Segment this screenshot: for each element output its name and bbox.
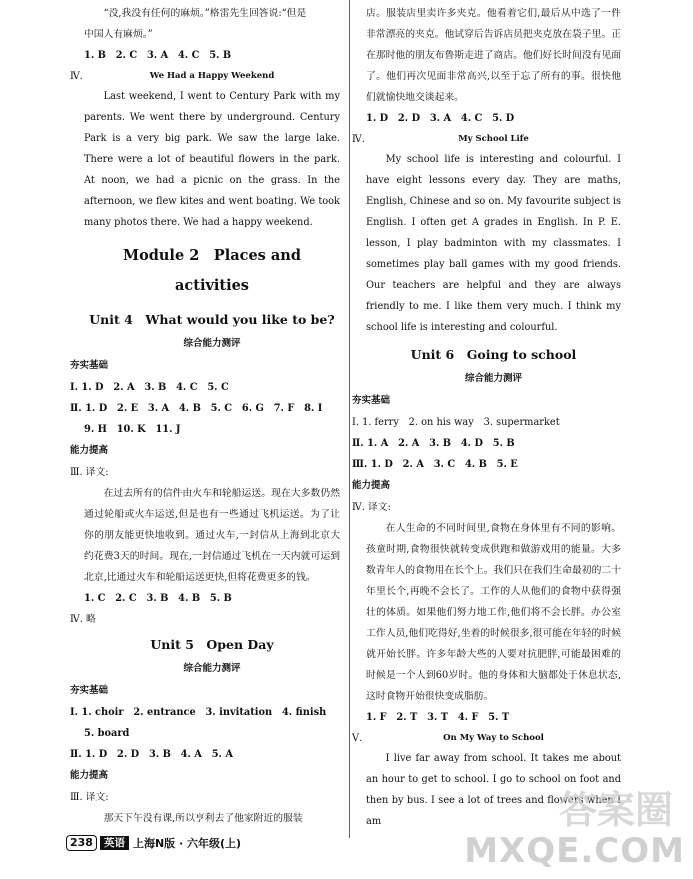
column-divider: [349, 0, 350, 838]
answer-line: 1. D 2. D 3. A 4. C 5. D: [366, 113, 515, 124]
section-label: Ⅳ.: [70, 71, 83, 82]
essay-body: I live far away from school. It takes me about an hour to get to school. I go to school on foot and then by bus. I see a lot of trees and flowers when I am: [366, 753, 621, 827]
section-label: Ⅳ.: [352, 134, 365, 145]
answer-line: Ⅱ. 1. A 2. A 3. B 4. D 5. B: [352, 438, 515, 449]
right-column: [352, 0, 621, 832]
section-heading: 能力提高: [352, 480, 391, 491]
answer-line: Ⅳ. 略: [70, 614, 96, 625]
translation-continued: 店。服装店里卖许多夹克。他看着它们,最后从中选了一件非常漂亮的夹克。他试穿后告诉店员把夹克放在袋子里。正在那时他的朋友布鲁斯走进了商店。他们好长时间没有见面了。他们再次见面非常高兴,以至于忘了所有的事。很快他们就愉快地交谈起来。: [366, 8, 621, 103]
unit-subtitle: 综合能力测评: [183, 338, 241, 349]
unit-title: Unit 6 Going to school: [410, 347, 577, 362]
answer-line: Ⅱ. 1. D 2. E 3. A 4. B 5. C 6. G 7. F 8. I: [70, 403, 323, 414]
translation-end-line: “没,我没有任何的麻烦。”格雷先生回答说:“但是: [103, 8, 307, 19]
answer-line: 9. H 10. K 11. J: [84, 424, 181, 435]
answer-line: Ⅱ. 1. D 2. D 3. B 4. A 5. A: [70, 749, 233, 760]
answer-line: 1. C 2. C 3. B 4. B 5. B: [84, 593, 232, 604]
page-number: 238: [66, 835, 97, 851]
module-title: Module 2 Places and activities: [123, 247, 301, 294]
translation-label: Ⅳ. 译文:: [352, 502, 391, 513]
essay-title: My School Life: [458, 134, 529, 144]
page-footer: [66, 834, 241, 852]
answer-line: 1. B 2. C 3. A 4. C 5. B: [84, 50, 232, 61]
subject-badge: 英语: [100, 836, 129, 850]
watermark-logo: 答案圈: [558, 788, 673, 832]
section-heading: 能力提高: [70, 770, 109, 781]
translation-end-line-2: 中国人有麻烦。”: [84, 29, 153, 40]
section-label: Ⅴ.: [352, 733, 363, 744]
unit-subtitle: 综合能力测评: [464, 373, 522, 384]
answer-line: Ⅰ. 1. ferry 2. on his way 3. supermarket: [352, 417, 560, 428]
translation-body: 那天下午没有课,所以亨利去了他家附近的服装: [103, 813, 303, 824]
section-heading: 能力提高: [70, 445, 109, 456]
translation-body: 在人生命的不同时间里,食物在身体里有不同的影响。孩童时期,食物很快就转变成供跑和做游戏用的能量。大多数青年人的食物用在长个上。我们只在我们生命最初的二十年里长个,再晚不会长了。工作的人从他们的食物中获得强壮的体质。如果他们努力地工作,他们将不会长胖。办公室工作人员,他们吃得好,坐着的时候很多,很可能在年轻的时候就开始长胖。许多年龄大些的人要对抗肥胖,可能最困难的时候是一个人到60岁时。他的身体和大脑都处于休息状态,这时食物开始很快变成脂肪。: [366, 523, 621, 702]
essay-title: We Had a Happy Weekend: [149, 71, 275, 81]
essay-title: On My Way to School: [443, 733, 544, 743]
answer-line: Ⅰ. 1. D 2. A 3. B 4. C 5. C: [70, 382, 229, 393]
translation-label: Ⅲ. 译文:: [70, 792, 109, 803]
section-heading: 夯实基础: [70, 360, 109, 371]
section-heading: 夯实基础: [352, 395, 391, 406]
watermark: MXQE.COM: [464, 831, 685, 871]
answer-line: 1. F 2. T 3. T 4. F 5. T: [366, 712, 510, 723]
answer-line: 5. board: [84, 728, 130, 739]
section-heading: 夯实基础: [70, 685, 109, 696]
unit-title: Unit 5 Open Day: [150, 637, 274, 652]
unit-title: Unit 4 What would you like to be?: [89, 312, 335, 327]
essay-body: My school life is interesting and colourful. I have eight lessons every day. They are maths, English, Chinese and so on. My favourite subject is English. I often get A grades in English. In P. E. lesson, I play badminton with my classmates. I sometimes play ball games with my good friends. Our teachers are helpful and they are always friendly to me. I like them very much. I think my school life is interesting and colourful.: [366, 154, 621, 333]
answer-line: Ⅰ. 1. choir 2. entrance 3. invitation 4. finish: [70, 707, 327, 718]
translation-body: 在过去所有的信件由火车和轮船运送。现在大多数仍然通过轮船或火车运送,但是也有一些通过飞机运送。为了让你的朋友能更快地收到。通过火车,一封信从上海到北京大约花费3天的时间。现在,一封信通过飞机在一天内就可运到北京,比通过火车和轮船运送更快,但将花费更多的钱。: [84, 488, 340, 583]
left-column: [70, 0, 340, 829]
edition-label: 上海N版 · 六年级(上): [132, 837, 242, 850]
unit-subtitle: 综合能力测评: [183, 663, 241, 674]
answer-line: Ⅲ. 1. D 2. A 3. C 4. B 5. E: [352, 459, 518, 470]
translation-label: Ⅲ. 译文:: [70, 467, 109, 478]
essay-body: Last weekend, I went to Century Park with my parents. We went there by underground. Century Park is a very big park. We saw the large lake. There were a lot of beautiful flowers in the park. At noon, we had a picnic on the grass. In the afternoon, we flew kites and went boating. We took many photos there. We had a happy weekend.: [84, 91, 340, 228]
